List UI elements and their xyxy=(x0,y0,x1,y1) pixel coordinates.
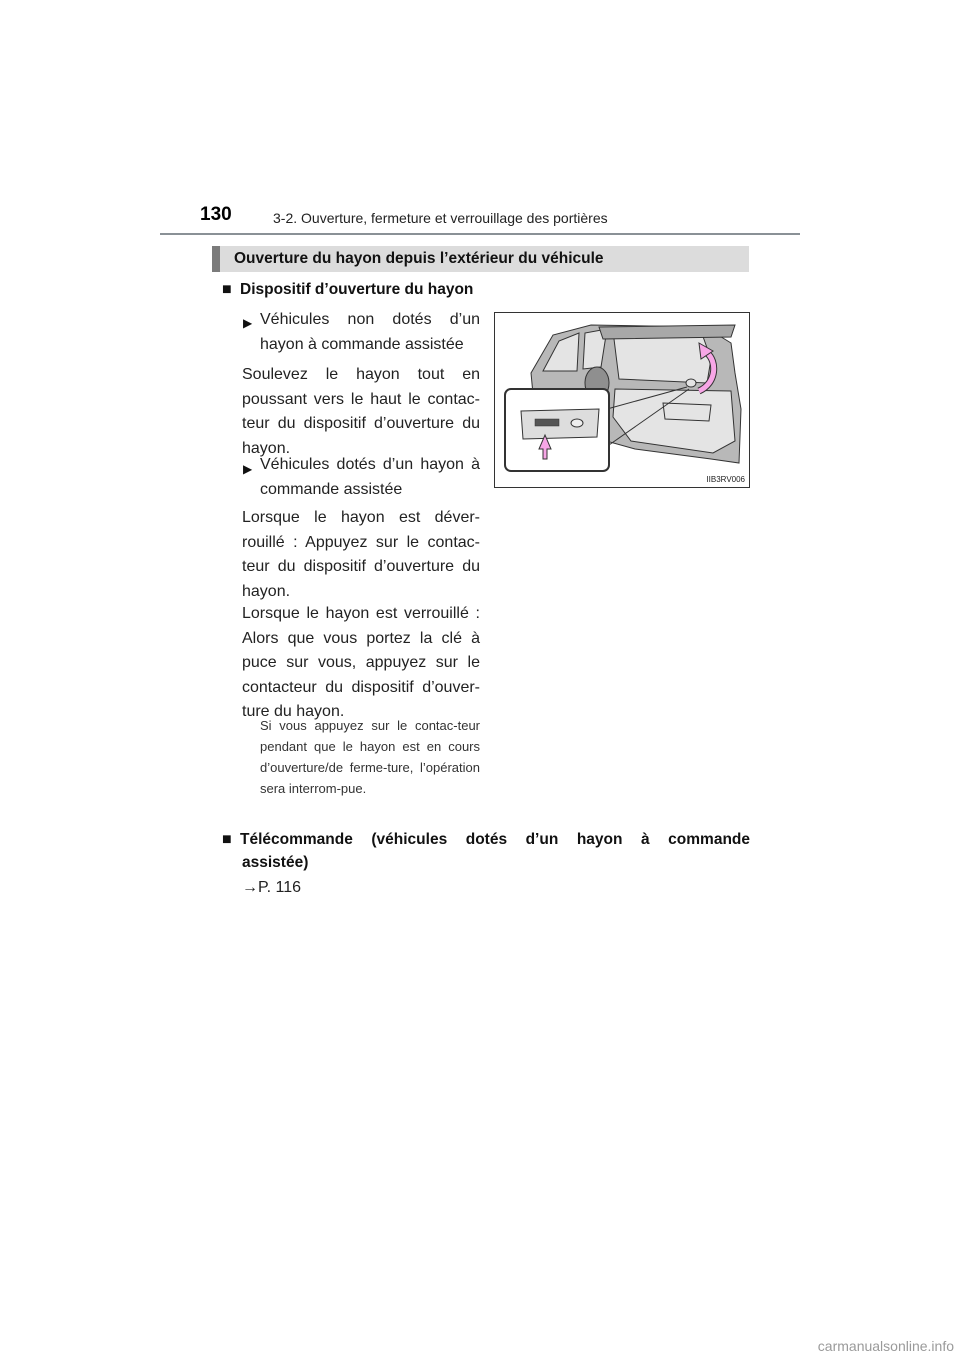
tailgate-illustration xyxy=(494,312,750,488)
variant-heading-line: Véhicules non dotés d’un xyxy=(260,311,480,328)
variant-heading-line: commande assistée xyxy=(260,480,403,498)
instruction-text: Soulevez le hayon tout en poussant vers le haut le contac-teur du dispositif d’ouverture du hayon. xyxy=(242,366,480,457)
subsection-title: Dispositif d’ouverture du hayon xyxy=(240,281,474,298)
subsection-heading xyxy=(222,281,473,299)
vehicle-rear-drawing xyxy=(495,313,750,488)
page-number: 130 xyxy=(200,204,232,225)
variant-heading xyxy=(260,453,480,502)
header-divider xyxy=(160,233,800,235)
section-title: Ouverture du hayon depuis l’extérieur du véhicule xyxy=(234,250,604,267)
triangle-bullet-icon: ▶ xyxy=(243,462,253,476)
footer-watermark: carmanualsonline.info xyxy=(817,1338,954,1354)
variant-heading xyxy=(260,308,480,357)
triangle-bullet-icon: ▶ xyxy=(243,316,253,330)
square-bullet-icon: ■ xyxy=(222,281,232,298)
page-reference-link[interactable]: →P. 116 xyxy=(242,879,302,896)
subsection-heading xyxy=(222,828,750,874)
instruction-text: Lorsque le hayon est verrouillé : Alors que vous portez la clé à puce sur vous, appuyez sur le contacteur du dispositif d’ouver-ture du hayon. xyxy=(242,605,480,720)
note-text: Si vous appuyez sur le contac-teur pendant que le hayon est en cours d’ouverture/de ferme-ture, l’opération sera interrom-pue. xyxy=(260,718,480,796)
instruction-text: Lorsque le hayon est déver-rouillé : Appuyez sur le contac-teur du dispositif d’ouverture du hayon. xyxy=(242,509,480,600)
subsection-title: Télécommande (véhicules dotés d’un hayon à commande xyxy=(240,831,750,848)
variant-heading-line: hayon à commande assistée xyxy=(260,335,464,353)
section-heading-bar xyxy=(212,246,749,272)
square-bullet-icon: ■ xyxy=(222,831,232,848)
figure-code: IIB3RV006 xyxy=(706,475,745,484)
subsection-title-cont: assistée) xyxy=(242,854,309,871)
variant-heading-line: Véhicules dotés d’un hayon à xyxy=(260,456,480,473)
chapter-title: 3-2. Ouverture, fermeture et verrouillage des portières xyxy=(273,210,608,226)
